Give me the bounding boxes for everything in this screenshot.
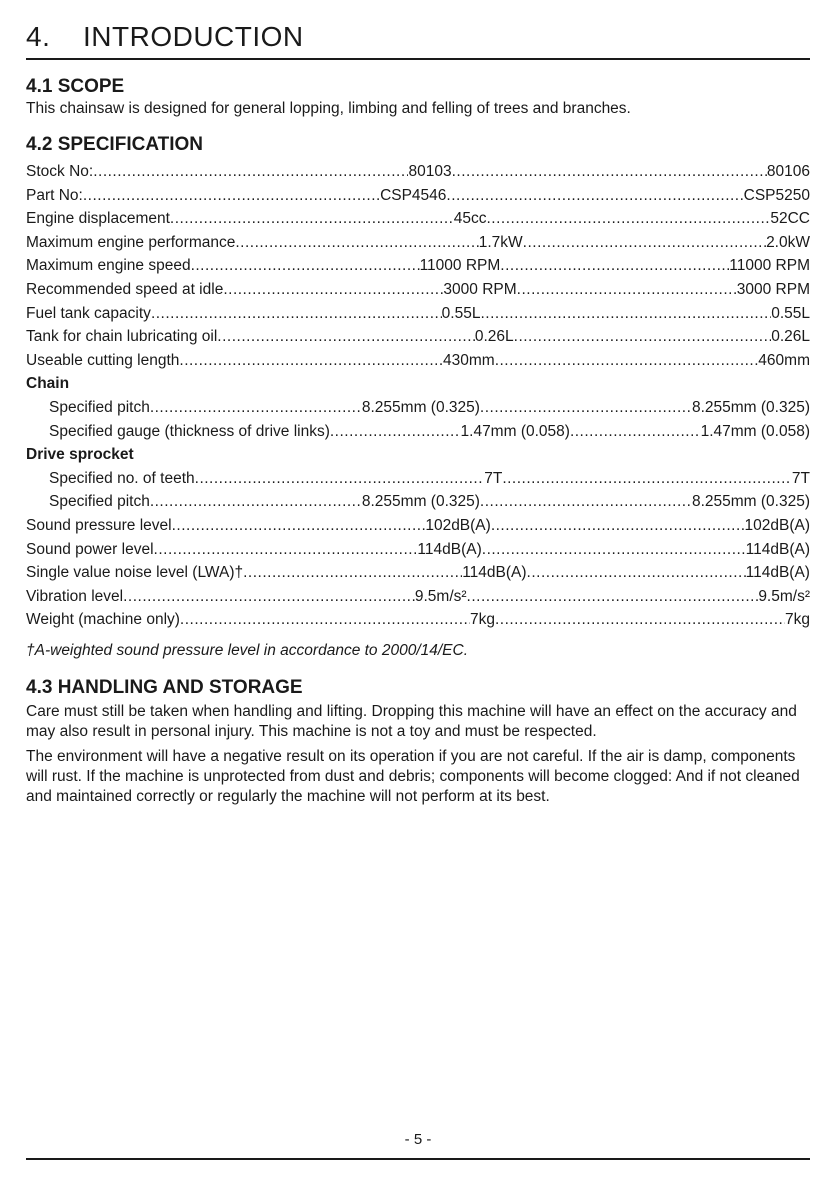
spec-value-80106: 8.255mm (0.325) (691, 493, 810, 511)
spec-label: Specified pitch (49, 493, 150, 511)
spec-row (26, 608, 810, 632)
handling-body (26, 702, 810, 807)
spec-label: Recommended speed at idle (26, 280, 224, 298)
spec-row (26, 278, 810, 302)
dot-leader (179, 349, 443, 373)
dot-leader (523, 231, 766, 255)
dot-leader (487, 207, 771, 231)
dot-leader (517, 278, 737, 302)
spec-row (26, 561, 810, 585)
dot-leader (480, 396, 692, 420)
dot-leader (500, 254, 729, 278)
handling-paragraph: Care must still be taken when handling and lifting. Dropping this machine will have an effect on the accuracy and may also result in personal injury. This machine is not a toy and must be respected. (26, 702, 797, 740)
dot-leader (495, 349, 759, 373)
dot-leader (123, 585, 415, 609)
spec-value-80103: 114dB(A) (417, 540, 482, 558)
spec-footnote: †A-weighted sound pressure level in accordance to 2000/14/EC. (26, 641, 469, 659)
spec-row (26, 538, 810, 562)
dot-leader (150, 396, 362, 420)
spec-label: Useable cutting length (26, 351, 180, 369)
dot-leader (243, 561, 462, 585)
dot-leader (172, 514, 426, 538)
dot-leader (502, 467, 792, 491)
scope-text: This chainsaw is designed for general lopping, limbing and felling of trees and branches. (26, 100, 631, 117)
spec-label: Specified gauge (thickness of drive links) (49, 422, 330, 440)
spec-value-80103: 3000 RPM (443, 280, 517, 298)
dot-leader (83, 184, 380, 208)
dot-leader (570, 420, 701, 444)
spec-row (26, 490, 810, 514)
spec-value-80103: CSP4546 (380, 186, 447, 204)
spec-value-80106: 52CC (770, 210, 810, 228)
spec-row (26, 254, 810, 278)
spec-value-80103: 11000 RPM (419, 257, 501, 275)
spec-label: Weight (machine only) (26, 611, 180, 629)
dot-leader (480, 302, 771, 326)
spec-value-80106: 114dB(A) (745, 540, 810, 558)
dot-leader (467, 585, 759, 609)
spec-value-80106: 3000 RPM (736, 280, 810, 298)
spec-value-80106: 102dB(A) (744, 516, 810, 534)
spec-value-80103: 1.47mm (0.058) (460, 422, 570, 440)
spec-value-80103: 9.5m/s² (414, 587, 467, 605)
spec-value-80106: 0.26L (771, 328, 810, 346)
chapter-heading (26, 0, 810, 60)
spec-label: Engine displacement (26, 210, 170, 228)
spec-label: Specified no. of teeth (49, 469, 195, 487)
spec-value-80103: 1.7kW (478, 233, 523, 251)
handling-heading: 4.3 HANDLING AND STORAGE (26, 676, 303, 698)
spec-value-80103: 114dB(A) (462, 564, 527, 582)
spec-row (26, 396, 810, 420)
spec-group-label: Chain (26, 375, 70, 393)
spec-value-80106: 9.5m/s² (758, 587, 810, 605)
spec-value-80106: 2.0kW (766, 233, 810, 251)
dot-leader (482, 538, 746, 562)
dot-leader (93, 160, 408, 184)
dot-leader (195, 467, 485, 491)
spec-row (26, 514, 810, 538)
dot-leader (480, 490, 692, 514)
spec-value-80106: 8.255mm (0.325) (691, 398, 810, 416)
spec-value-80103: 430mm (443, 351, 495, 369)
spec-label: Specified pitch (49, 398, 150, 416)
handling-paragraph: The environment will have a negative result on its operation if you are not careful. If the air is damp, components will rust. If the machine is unprotected from dust and debris; components will become clogged: And if not cleaned and maintained correctly or regularly the machine will not perform at its best. (26, 747, 800, 805)
spec-value-80106: 7T (791, 469, 810, 487)
spec-label: Single value noise level (LWA)† (26, 564, 244, 582)
spec-value-80106: 460mm (758, 351, 810, 369)
spec-label: Stock No: (26, 163, 94, 180)
spec-label: Sound pressure level (26, 516, 172, 534)
dot-leader (330, 420, 461, 444)
scope-heading: 4.1 SCOPE (26, 76, 125, 97)
dot-leader (154, 538, 418, 562)
spec-row (26, 420, 810, 444)
spec-value-80103: 7kg (469, 611, 495, 629)
dot-leader (495, 608, 785, 632)
dot-leader (446, 184, 743, 208)
spec-group-heading (26, 372, 810, 396)
dot-leader (170, 207, 454, 231)
dot-leader (217, 325, 475, 349)
spec-row (26, 585, 810, 609)
specification-heading: 4.2 SPECIFICATION (26, 134, 204, 155)
dot-leader (491, 514, 745, 538)
spec-value-80106: 0.55L (771, 304, 810, 322)
spec-value-80106: CSP5250 (743, 186, 810, 204)
dot-leader (235, 231, 478, 255)
spec-row (26, 349, 810, 373)
chapter-number: 4. (26, 21, 51, 52)
spec-value-80103: 0.55L (441, 304, 481, 322)
spec-label: Maximum engine performance (26, 233, 236, 251)
spec-value-80103: 102dB(A) (425, 516, 491, 534)
dot-leader (150, 490, 362, 514)
spec-label: Sound power level (26, 540, 154, 558)
dot-leader (452, 160, 767, 184)
spec-group-heading (26, 443, 810, 467)
spec-value-80106: 80106 (766, 163, 810, 180)
spec-label: Vibration level (26, 587, 124, 605)
spec-group-label: Drive sprocket (26, 446, 134, 464)
dot-leader (223, 278, 443, 302)
spec-value-80103: 80103 (408, 163, 452, 180)
spec-value-80106: 7kg (784, 611, 810, 629)
page-number: - 5 - (404, 1131, 432, 1148)
dot-leader (191, 254, 420, 278)
specification-table (26, 160, 810, 632)
spec-row (26, 467, 810, 491)
spec-label: Part No: (26, 186, 83, 204)
footer-rule (26, 1158, 810, 1160)
spec-value-80106: 11000 RPM (729, 257, 810, 275)
dot-leader (180, 608, 470, 632)
dot-leader (151, 302, 442, 326)
spec-value-80103: 7T (484, 469, 503, 487)
spec-label: Tank for chain lubricating oil (26, 328, 218, 346)
dot-leader (527, 561, 746, 585)
spec-label: Maximum engine speed (26, 257, 191, 275)
spec-row (26, 302, 810, 326)
spec-label: Fuel tank capacity (26, 304, 151, 322)
spec-row (26, 160, 810, 184)
dot-leader (514, 325, 772, 349)
spec-value-80106: 114dB(A) (745, 564, 810, 582)
manual-page (26, 0, 810, 1188)
spec-row (26, 231, 810, 255)
spec-row (26, 184, 810, 208)
spec-value-80103: 8.255mm (0.325) (361, 398, 480, 416)
spec-value-80103: 45cc (453, 210, 487, 228)
spec-row (26, 325, 810, 349)
spec-value-80103: 0.26L (474, 328, 514, 346)
spec-value-80106: 1.47mm (0.058) (700, 422, 810, 440)
chapter-title: INTRODUCTION (83, 21, 304, 52)
spec-value-80103: 8.255mm (0.325) (361, 493, 480, 511)
spec-row (26, 207, 810, 231)
